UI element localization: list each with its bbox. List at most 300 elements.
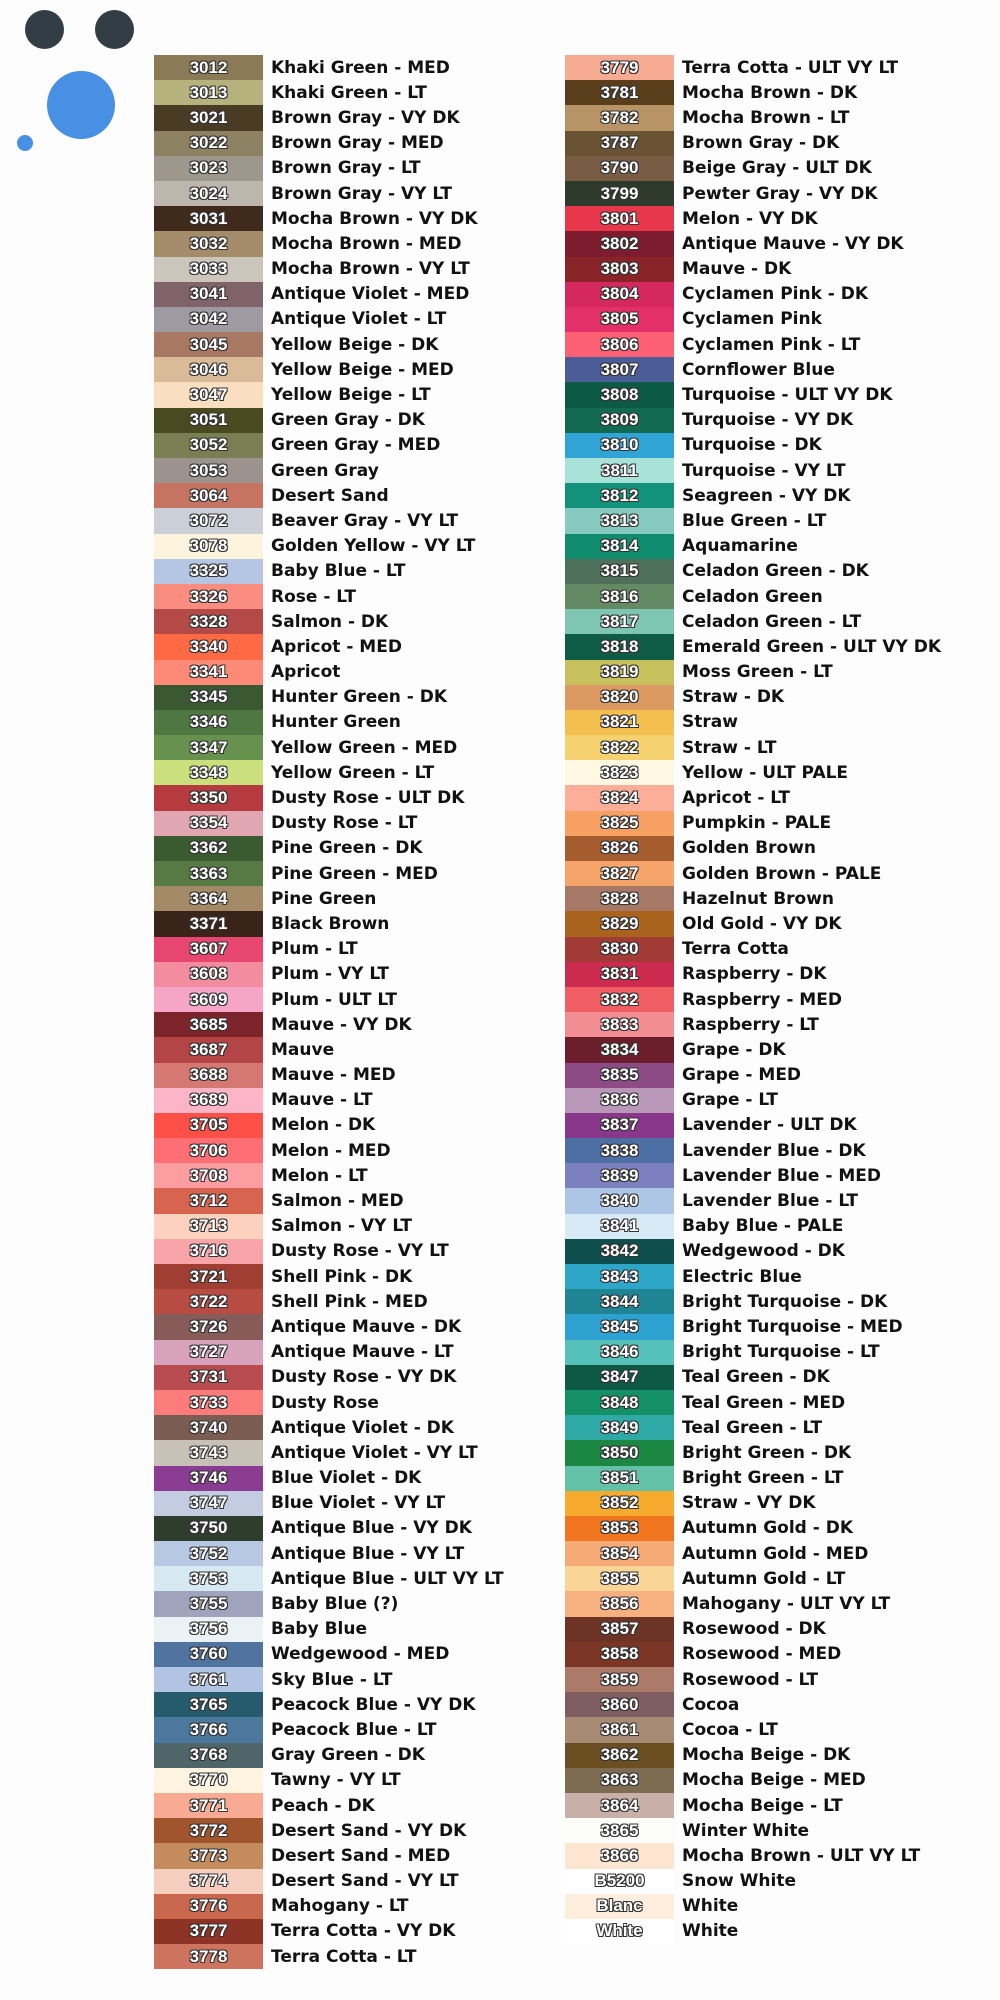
- color-swatch-code: 3808: [565, 382, 674, 407]
- color-swatch-code: 3855: [565, 1566, 674, 1591]
- color-row: [154, 181, 504, 206]
- color-name: Apricot - LT: [682, 788, 790, 809]
- color-name: Bright Turquoise - MED: [682, 1316, 903, 1337]
- color-swatch-code: 3362: [154, 836, 263, 861]
- color-name: Mocha Brown - VY DK: [271, 208, 478, 229]
- color-name: White: [682, 1921, 739, 1942]
- color-row: [565, 1667, 941, 1692]
- color-swatch-code: 3814: [565, 534, 674, 559]
- color-row: [154, 1314, 504, 1339]
- color-row: [565, 634, 941, 659]
- color-name: Teal Green - DK: [682, 1367, 830, 1388]
- color-row: [565, 1692, 941, 1717]
- color-name: Bright Turquoise - DK: [682, 1291, 888, 1312]
- color-swatch-code: 3772: [154, 1818, 263, 1843]
- color-name: Antique Mauve - DK: [271, 1316, 462, 1337]
- color-name: Beige Gray - ULT DK: [682, 158, 872, 179]
- color-row: [565, 584, 941, 609]
- color-name: Black Brown: [271, 913, 390, 934]
- color-swatch-code: 3863: [565, 1768, 674, 1793]
- color-row: [565, 257, 941, 282]
- color-row: [565, 1138, 941, 1163]
- color-name: Antique Mauve - LT: [271, 1342, 454, 1363]
- color-row: [154, 206, 504, 231]
- color-row: [565, 1541, 941, 1566]
- color-swatch-code: 3842: [565, 1239, 674, 1264]
- color-name: Apricot - MED: [271, 636, 402, 657]
- color-swatch-code: 3848: [565, 1390, 674, 1415]
- color-name: Yellow Green - LT: [271, 762, 435, 783]
- color-row: [565, 1843, 941, 1868]
- color-row: [565, 1919, 941, 1944]
- color-swatch-code: 3827: [565, 861, 674, 886]
- color-name: Antique Blue - VY LT: [271, 1543, 465, 1564]
- color-row: [565, 458, 941, 483]
- color-row: [565, 1617, 941, 1642]
- color-swatch-code: 3326: [154, 584, 263, 609]
- color-name: Cyclamen Pink - DK: [682, 284, 869, 305]
- color-row: [565, 1390, 941, 1415]
- color-name: Mocha Brown - DK: [682, 82, 858, 103]
- color-row: [154, 811, 504, 836]
- color-swatch-code: 3832: [565, 987, 674, 1012]
- color-swatch-code: 3766: [154, 1717, 263, 1742]
- color-row: [154, 1591, 504, 1616]
- color-name: Mauve - MED: [271, 1065, 396, 1086]
- color-swatch-code: 3836: [565, 1088, 674, 1113]
- color-name: Emerald Green - ULT VY DK: [682, 636, 942, 657]
- color-name: Antique Violet - LT: [271, 309, 447, 330]
- color-swatch-code: 3012: [154, 55, 263, 80]
- color-name: Salmon - MED: [271, 1191, 404, 1212]
- color-name: Desert Sand - VY LT: [271, 1871, 459, 1892]
- color-row: [565, 1340, 941, 1365]
- color-name: Mauve - VY DK: [271, 1014, 412, 1035]
- color-name: Melon - VY DK: [682, 208, 818, 229]
- color-swatch-code: 3817: [565, 609, 674, 634]
- color-row: [154, 1113, 504, 1138]
- color-name: Beaver Gray - VY LT: [271, 510, 459, 531]
- color-row: [565, 1163, 941, 1188]
- color-swatch-code: 3689: [154, 1088, 263, 1113]
- color-row: [154, 559, 504, 584]
- color-row: [565, 1113, 941, 1138]
- color-name: Mahogany - LT: [271, 1896, 409, 1917]
- color-name: Antique Violet - DK: [271, 1417, 454, 1438]
- color-name: Plum - VY LT: [271, 964, 389, 985]
- color-name: Rose - LT: [271, 586, 356, 607]
- color-name: Tawny - VY LT: [271, 1770, 401, 1791]
- color-swatch-code: 3820: [565, 685, 674, 710]
- color-row: [154, 710, 504, 735]
- color-swatch-code: 3837: [565, 1113, 674, 1138]
- color-row: [565, 1415, 941, 1440]
- color-name: Dusty Rose - VY LT: [271, 1241, 449, 1262]
- color-row: [565, 937, 941, 962]
- color-row: [565, 886, 941, 911]
- color-swatch-code: 3801: [565, 206, 674, 231]
- color-swatch-code: 3835: [565, 1063, 674, 1088]
- color-row: [154, 433, 504, 458]
- color-row: [154, 1340, 504, 1365]
- color-name: Lavender Blue - LT: [682, 1191, 858, 1212]
- color-swatch-code: 3803: [565, 257, 674, 282]
- color-row: [154, 534, 504, 559]
- color-row: [154, 1188, 504, 1213]
- color-swatch-code: 3371: [154, 911, 263, 936]
- color-swatch-code: 3347: [154, 735, 263, 760]
- color-list-left: [154, 55, 504, 1969]
- color-swatch-code: 3771: [154, 1793, 263, 1818]
- color-swatch-code: 3706: [154, 1138, 263, 1163]
- color-name: Turquoise - VY DK: [682, 410, 854, 431]
- color-row: [154, 1239, 504, 1264]
- color-row: [154, 1919, 504, 1944]
- color-swatch-code: 3778: [154, 1944, 263, 1969]
- color-name: Terra Cotta: [682, 939, 789, 960]
- color-name: Khaki Green - LT: [271, 82, 427, 103]
- color-row: [154, 307, 504, 332]
- color-row: [565, 483, 941, 508]
- color-name: Green Gray - DK: [271, 410, 425, 431]
- color-swatch-code: 3354: [154, 811, 263, 836]
- color-swatch-code: 3685: [154, 1012, 263, 1037]
- color-row: [154, 911, 504, 936]
- color-name: Green Gray - MED: [271, 435, 441, 456]
- color-swatch-code: 3805: [565, 307, 674, 332]
- color-row: [565, 1037, 941, 1062]
- color-row: [154, 357, 504, 382]
- color-name: Winter White: [682, 1820, 809, 1841]
- color-row: [154, 1491, 504, 1516]
- color-swatch-code: 3364: [154, 886, 263, 911]
- color-swatch-code: 3340: [154, 634, 263, 659]
- color-name: Autumn Gold - DK: [682, 1518, 854, 1539]
- color-swatch-code: 3799: [565, 181, 674, 206]
- color-row: [154, 735, 504, 760]
- color-swatch-code: 3861: [565, 1717, 674, 1742]
- color-row: [565, 911, 941, 936]
- color-row: [154, 1440, 504, 1465]
- color-name: Brown Gray - VY DK: [271, 107, 460, 128]
- color-swatch-code: 3053: [154, 458, 263, 483]
- color-swatch-code: White: [565, 1919, 674, 1944]
- color-name: Hunter Green: [271, 712, 401, 733]
- color-swatch-code: 3746: [154, 1466, 263, 1491]
- color-swatch-code: 3823: [565, 760, 674, 785]
- color-swatch-code: 3845: [565, 1314, 674, 1339]
- color-row: [154, 660, 504, 685]
- color-row: [565, 609, 941, 634]
- color-row: [154, 1944, 504, 1969]
- color-row: [154, 1667, 504, 1692]
- color-swatch-code: 3849: [565, 1415, 674, 1440]
- color-swatch-code: 3806: [565, 332, 674, 357]
- color-name: Raspberry - DK: [682, 964, 827, 985]
- color-row: [154, 1894, 504, 1919]
- color-name: Plum - ULT LT: [271, 989, 397, 1010]
- color-row: [154, 1541, 504, 1566]
- color-name: Wedgewood - DK: [682, 1241, 845, 1262]
- color-row: [154, 1138, 504, 1163]
- color-swatch-code: 3859: [565, 1667, 674, 1692]
- color-name: Baby Blue - PALE: [682, 1216, 844, 1237]
- color-swatch-code: 3363: [154, 861, 263, 886]
- color-name: Grape - DK: [682, 1039, 786, 1060]
- color-row: [154, 508, 504, 533]
- color-name: Dusty Rose - LT: [271, 813, 418, 834]
- color-row: [565, 1063, 941, 1088]
- color-name: Turquoise - VY LT: [682, 460, 846, 481]
- color-name: Desert Sand - MED: [271, 1845, 451, 1866]
- color-row: [565, 55, 941, 80]
- color-swatch-code: 3782: [565, 105, 674, 130]
- color-swatch-code: 3024: [154, 181, 263, 206]
- color-name: Salmon - VY LT: [271, 1216, 412, 1237]
- color-swatch-code: 3818: [565, 634, 674, 659]
- color-name: Cyclamen Pink - LT: [682, 334, 861, 355]
- color-swatch-code: 3072: [154, 508, 263, 533]
- color-name: Dusty Rose - VY DK: [271, 1367, 457, 1388]
- color-name: Antique Blue - VY DK: [271, 1518, 472, 1539]
- color-swatch-code: 3609: [154, 987, 263, 1012]
- color-row: [565, 1869, 941, 1894]
- color-name: Brown Gray - LT: [271, 158, 421, 179]
- color-row: [565, 1365, 941, 1390]
- color-swatch-code: 3047: [154, 382, 263, 407]
- color-swatch-code: 3840: [565, 1188, 674, 1213]
- blue-dot-large: [47, 71, 115, 139]
- color-name: Shell Pink - DK: [271, 1266, 413, 1287]
- color-name: Mocha Beige - DK: [682, 1745, 851, 1766]
- color-name: Straw - LT: [682, 737, 777, 758]
- color-name: Lavender Blue - DK: [682, 1140, 866, 1161]
- color-row: [565, 1642, 941, 1667]
- color-row: [565, 1188, 941, 1213]
- color-swatch-code: 3031: [154, 206, 263, 231]
- color-name: Lavender - ULT DK: [682, 1115, 857, 1136]
- color-name: Antique Violet - MED: [271, 284, 470, 305]
- color-swatch-code: 3708: [154, 1163, 263, 1188]
- color-row: [565, 80, 941, 105]
- color-row: [154, 80, 504, 105]
- color-swatch-code: 3821: [565, 710, 674, 735]
- color-swatch-code: B5200: [565, 1869, 674, 1894]
- color-swatch-code: 3829: [565, 911, 674, 936]
- color-name: Rosewood - MED: [682, 1644, 842, 1665]
- color-name: Hazelnut Brown: [682, 888, 835, 909]
- color-row: [565, 1566, 941, 1591]
- color-swatch-code: 3045: [154, 332, 263, 357]
- color-swatch-code: 3826: [565, 836, 674, 861]
- color-swatch-code: 3350: [154, 785, 263, 810]
- color-swatch-code: 3727: [154, 1340, 263, 1365]
- color-swatch-code: 3850: [565, 1440, 674, 1465]
- color-row: [154, 1063, 504, 1088]
- color-name: Rosewood - DK: [682, 1619, 826, 1640]
- color-swatch-code: 3847: [565, 1365, 674, 1390]
- color-name: Cornflower Blue: [682, 359, 835, 380]
- color-name: Seagreen - VY DK: [682, 485, 851, 506]
- color-swatch-code: 3052: [154, 433, 263, 458]
- color-swatch-code: 3838: [565, 1138, 674, 1163]
- color-row: [565, 181, 941, 206]
- color-swatch-code: 3051: [154, 408, 263, 433]
- color-swatch-code: 3325: [154, 559, 263, 584]
- color-swatch-code: 3862: [565, 1743, 674, 1768]
- color-swatch-code: 3328: [154, 609, 263, 634]
- color-row: [565, 1012, 941, 1037]
- color-row: [565, 710, 941, 735]
- color-swatch-code: 3846: [565, 1340, 674, 1365]
- color-name: Pine Green - DK: [271, 838, 423, 859]
- color-name: Straw - VY DK: [682, 1493, 816, 1514]
- color-swatch-code: 3819: [565, 660, 674, 685]
- color-row: [154, 1743, 504, 1768]
- color-name: Celadon Green - LT: [682, 611, 862, 632]
- color-name: Bright Turquoise - LT: [682, 1342, 880, 1363]
- color-swatch-code: 3843: [565, 1264, 674, 1289]
- color-row: [565, 1289, 941, 1314]
- color-swatch-code: 3023: [154, 156, 263, 181]
- color-swatch-code: 3712: [154, 1188, 263, 1213]
- color-row: [565, 1214, 941, 1239]
- color-row: [565, 282, 941, 307]
- color-name: Snow White: [682, 1871, 796, 1892]
- color-name: Bright Green - DK: [682, 1442, 852, 1463]
- color-name: Blue Violet - DK: [271, 1468, 422, 1489]
- color-row: [565, 1743, 941, 1768]
- color-swatch-code: 3776: [154, 1894, 263, 1919]
- color-name: Rosewood - LT: [682, 1669, 819, 1690]
- color-swatch-code: 3804: [565, 282, 674, 307]
- color-swatch-code: 3852: [565, 1491, 674, 1516]
- color-row: [154, 332, 504, 357]
- color-row: [154, 1717, 504, 1742]
- color-row: [565, 1440, 941, 1465]
- color-name: Lavender Blue - MED: [682, 1165, 881, 1186]
- color-name: Cocoa - LT: [682, 1719, 778, 1740]
- color-row: [154, 156, 504, 181]
- color-name: Pewter Gray - VY DK: [682, 183, 878, 204]
- color-name: Hunter Green - DK: [271, 687, 448, 708]
- color-swatch-code: 3013: [154, 80, 263, 105]
- color-row: [565, 861, 941, 886]
- color-row: [565, 660, 941, 685]
- color-swatch-code: 3825: [565, 811, 674, 836]
- color-row: [154, 483, 504, 508]
- color-row: [154, 836, 504, 861]
- color-name: Mauve - DK: [682, 259, 792, 280]
- color-row: [565, 156, 941, 181]
- color-swatch-code: 3864: [565, 1793, 674, 1818]
- color-name: Brown Gray - DK: [682, 133, 840, 154]
- color-name: Pumpkin - PALE: [682, 813, 832, 834]
- color-swatch-code: 3774: [154, 1869, 263, 1894]
- color-row: [154, 785, 504, 810]
- color-swatch-code: 3834: [565, 1037, 674, 1062]
- color-swatch-code: 3856: [565, 1591, 674, 1616]
- color-name: Melon - LT: [271, 1165, 368, 1186]
- color-row: [565, 534, 941, 559]
- color-swatch-code: 3858: [565, 1642, 674, 1667]
- color-swatch-code: 3773: [154, 1843, 263, 1868]
- color-name: Cocoa: [682, 1694, 740, 1715]
- color-name: Electric Blue: [682, 1266, 802, 1287]
- color-name: Teal Green - MED: [682, 1392, 846, 1413]
- color-row: [154, 886, 504, 911]
- color-row: [565, 1591, 941, 1616]
- color-row: [154, 458, 504, 483]
- color-row: [565, 811, 941, 836]
- color-name: Grape - MED: [682, 1065, 802, 1086]
- color-row: [565, 508, 941, 533]
- color-swatch-code: 3768: [154, 1743, 263, 1768]
- color-name: Khaki Green - MED: [271, 57, 450, 78]
- color-name: Antique Mauve - VY DK: [682, 233, 904, 254]
- color-name: Apricot: [271, 662, 341, 683]
- color-swatch-code: 3345: [154, 685, 263, 710]
- color-row: [154, 634, 504, 659]
- color-swatch-code: 3731: [154, 1365, 263, 1390]
- color-swatch-code: 3721: [154, 1264, 263, 1289]
- color-row: [154, 1466, 504, 1491]
- color-row: [154, 1012, 504, 1037]
- color-swatch-code: 3033: [154, 257, 263, 282]
- color-swatch-code: 3812: [565, 483, 674, 508]
- color-name: Yellow Beige - DK: [271, 334, 439, 355]
- color-swatch-code: 3021: [154, 105, 263, 130]
- color-name: Gray Green - DK: [271, 1745, 425, 1766]
- color-swatch-code: 3844: [565, 1289, 674, 1314]
- color-row: [154, 1088, 504, 1113]
- color-swatch-code: 3839: [565, 1163, 674, 1188]
- color-row: [154, 231, 504, 256]
- color-swatch-code: 3341: [154, 660, 263, 685]
- color-swatch-code: 3815: [565, 559, 674, 584]
- color-name: Baby Blue - LT: [271, 561, 406, 582]
- color-name: Melon - DK: [271, 1115, 376, 1136]
- color-name: Wedgewood - MED: [271, 1644, 450, 1665]
- color-name: Blue Violet - VY LT: [271, 1493, 446, 1514]
- color-row: [565, 1491, 941, 1516]
- color-row: [565, 987, 941, 1012]
- color-name: Autumn Gold - MED: [682, 1543, 869, 1564]
- color-swatch-code: 3713: [154, 1214, 263, 1239]
- color-row: [565, 1717, 941, 1742]
- dark-dot-left: [25, 10, 64, 49]
- color-name: Old Gold - VY DK: [682, 913, 842, 934]
- color-name: Yellow Beige - LT: [271, 385, 431, 406]
- color-row: [154, 1566, 504, 1591]
- color-swatch-code: 3705: [154, 1113, 263, 1138]
- color-row: [154, 987, 504, 1012]
- color-row: [154, 1289, 504, 1314]
- color-row: [565, 105, 941, 130]
- color-name: Terra Cotta - VY DK: [271, 1921, 456, 1942]
- color-row: [565, 760, 941, 785]
- color-name: Mocha Brown - MED: [271, 233, 462, 254]
- color-swatch-code: 3346: [154, 710, 263, 735]
- color-swatch-code: 3811: [565, 458, 674, 483]
- color-row: [565, 206, 941, 231]
- color-swatch-code: 3822: [565, 735, 674, 760]
- color-swatch-code: 3824: [565, 785, 674, 810]
- color-name: Plum - LT: [271, 939, 358, 960]
- color-name: Raspberry - MED: [682, 989, 842, 1010]
- color-row: [565, 382, 941, 407]
- color-name: Baby Blue (?): [271, 1594, 399, 1615]
